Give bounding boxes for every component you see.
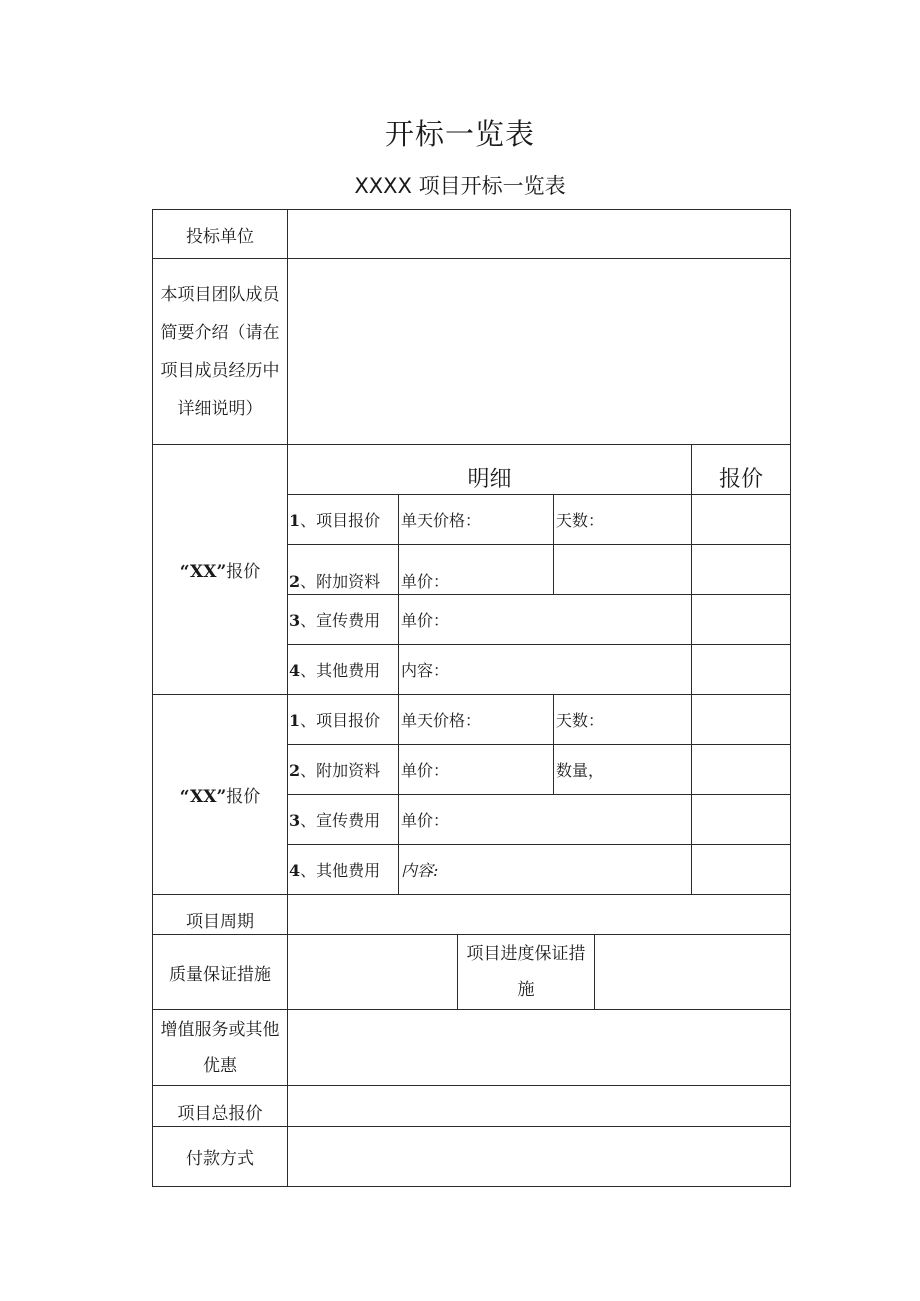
quote-group-label <box>153 445 288 695</box>
quantity-cell[interactable]: 数量， <box>554 745 692 795</box>
quantity-cell[interactable] <box>554 545 692 595</box>
detail-header: 明细 <box>288 445 692 495</box>
item-name: 、项目报价 <box>300 511 381 530</box>
price-cell[interactable] <box>692 595 791 645</box>
content-cell[interactable]: 内容： <box>399 645 692 695</box>
team-intro-value-cell[interactable] <box>288 259 791 445</box>
item-name: 、宣传费用 <box>300 611 381 630</box>
item-name: 、附加资料 <box>300 761 381 780</box>
day-price-cell[interactable]: 单天价格： <box>399 495 554 545</box>
payment-value-cell[interactable] <box>288 1127 791 1187</box>
quote-code: XX <box>190 562 217 582</box>
item-number: 3 <box>289 811 301 830</box>
quote-open-mark: “ <box>179 562 191 582</box>
price-cell[interactable] <box>692 645 791 695</box>
total-price-label: 项目总报价 <box>153 1086 288 1127</box>
quality-value-cell[interactable] <box>288 935 458 1010</box>
price-cell[interactable] <box>692 795 791 845</box>
document-title: 开标一览表 <box>384 117 535 151</box>
price-cell[interactable] <box>692 545 791 595</box>
quote-group-label <box>153 695 288 895</box>
total-price-value-cell[interactable] <box>288 1086 791 1127</box>
quote-open-mark: “ <box>179 787 191 807</box>
item-number: 3 <box>289 611 301 630</box>
day-price-cell[interactable]: 单天价格： <box>399 695 554 745</box>
price-cell[interactable] <box>692 695 791 745</box>
schedule-label: 项目进度保证措施 <box>458 935 595 1010</box>
item-label <box>288 545 399 595</box>
unit-price-cell[interactable]: 单价： <box>399 545 554 595</box>
unit-price-cell[interactable]: 单价： <box>399 795 692 845</box>
bidder-label: 投标单位 <box>153 210 288 259</box>
item-number: 4 <box>289 861 301 880</box>
content-cell[interactable]: 内容: <box>399 845 692 895</box>
item-number: 1 <box>289 711 301 730</box>
item-name: 、其他费用 <box>300 661 381 680</box>
days-cell[interactable]: 天数： <box>554 495 692 545</box>
item-name: 、附加资料 <box>300 572 381 591</box>
item-label <box>288 795 399 845</box>
item-label <box>288 695 399 745</box>
period-label: 项目周期 <box>153 895 288 935</box>
quality-label: 质量保证措施 <box>153 935 288 1010</box>
item-label <box>288 595 399 645</box>
schedule-value-cell[interactable] <box>595 935 791 1010</box>
unit-price-cell[interactable]: 单价： <box>399 595 692 645</box>
item-name: 、项目报价 <box>300 711 381 730</box>
document-subtitle: XXXX 项目开标一览表 <box>354 174 566 198</box>
bid-opening-table <box>152 209 791 1187</box>
item-label <box>288 645 399 695</box>
item-number: 2 <box>289 572 301 591</box>
quote-code: XX <box>190 787 217 807</box>
unit-price-cell[interactable]: 单价： <box>399 745 554 795</box>
price-header: 报价 <box>692 445 791 495</box>
item-number: 4 <box>289 661 301 680</box>
quote-label-text: 报价 <box>226 562 261 582</box>
team-intro-label: 本项目团队成员简要介绍（请在项目成员经历中详细说明） <box>153 259 288 445</box>
item-name: 、宣传费用 <box>300 811 381 830</box>
quote-close-mark: ” <box>216 787 227 807</box>
item-number: 1 <box>289 511 301 530</box>
bidder-value-cell[interactable] <box>288 210 791 259</box>
payment-label: 付款方式 <box>153 1127 288 1187</box>
period-value-cell[interactable] <box>288 895 791 935</box>
price-cell[interactable] <box>692 845 791 895</box>
item-name: 、其他费用 <box>300 861 381 880</box>
quote-label-text: 报价 <box>226 787 261 807</box>
days-cell[interactable]: 天数： <box>554 695 692 745</box>
price-cell[interactable] <box>692 745 791 795</box>
item-label <box>288 495 399 545</box>
value-added-value-cell[interactable] <box>288 1010 791 1086</box>
price-cell[interactable] <box>692 495 791 545</box>
item-number: 2 <box>289 761 301 780</box>
item-label <box>288 845 399 895</box>
value-added-label: 增值服务或其他优惠 <box>153 1010 288 1086</box>
item-label <box>288 745 399 795</box>
quote-close-mark: ” <box>216 562 227 582</box>
